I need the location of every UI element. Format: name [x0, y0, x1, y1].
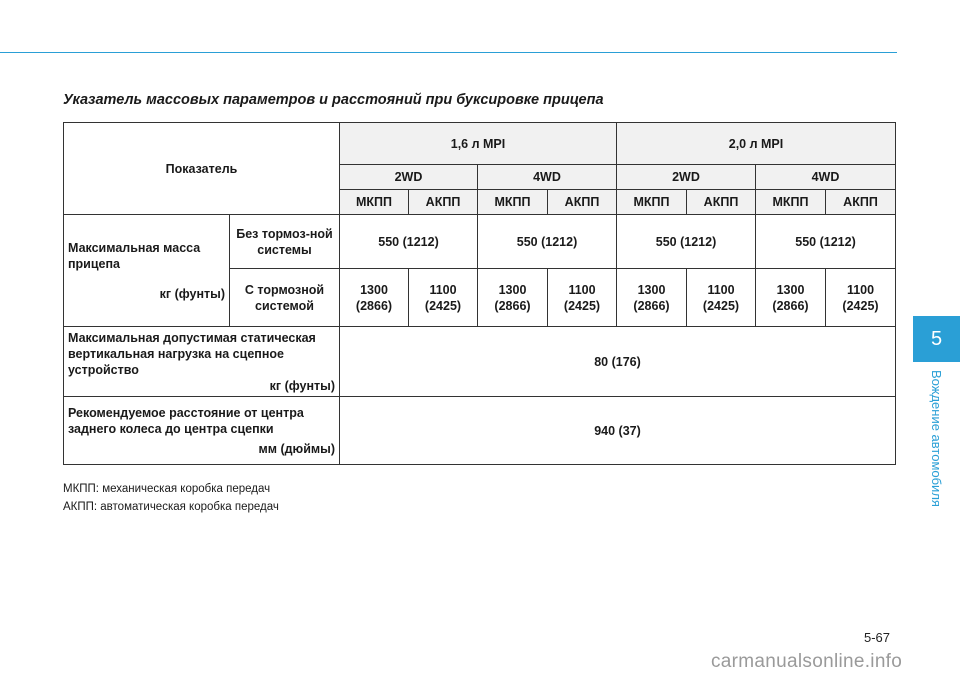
vertical-load-unit: кг (фунты) [269, 378, 335, 393]
corner-label-cell: Показатель [64, 123, 340, 215]
vertical-load-value: 80 (176) [340, 327, 896, 397]
with-brakes-value: 1100 (2425) [687, 269, 756, 327]
engine-header: 1,6 л MPI [340, 123, 617, 165]
watermark: carmanualsonline.info [711, 651, 903, 672]
gearbox-header: АКПП [548, 190, 617, 215]
no-brakes-value: 550 (1212) [340, 215, 478, 269]
footnotes [63, 480, 279, 516]
vertical-load-label: Максимальная допустимая статическая вертикальная нагрузка на сцепное устройство [68, 330, 316, 377]
page-number: 5-67 [864, 630, 891, 645]
with-brakes-value: 1100 (2425) [409, 269, 478, 327]
gearbox-header: МКПП [617, 190, 687, 215]
distance-label: Рекомендуемое расстояние от центра заднего колеса до центра сцепки [68, 405, 304, 436]
with-brakes-value: 1300 (2866) [340, 269, 409, 327]
towing-spec-table [63, 122, 896, 465]
no-brakes-label: Без тормоз-ной системы [230, 215, 340, 269]
drive-header: 2WD [617, 165, 756, 190]
gearbox-header: МКПП [340, 190, 409, 215]
drive-header: 2WD [340, 165, 478, 190]
page-heading: Указатель массовых параметров и расстояний при буксировке прицепа [63, 92, 604, 108]
gearbox-header: МКПП [756, 190, 826, 215]
with-brakes-value: 1300 (2866) [478, 269, 548, 327]
gearbox-header: МКПП [478, 190, 548, 215]
vertical-load-label-cell [64, 327, 340, 397]
no-brakes-value: 550 (1212) [478, 215, 617, 269]
with-brakes-value: 1100 (2425) [548, 269, 617, 327]
gearbox-header: АКПП [826, 190, 896, 215]
footnote-manual: МКПП: механическая коробка передач [63, 483, 271, 495]
trailer-mass-unit: кг (фунты) [159, 286, 225, 301]
distance-value: 940 (37) [340, 397, 896, 465]
engine-header: 2,0 л MPI [617, 123, 896, 165]
no-brakes-value: 550 (1212) [756, 215, 896, 269]
trailer-mass-label-cell [64, 215, 230, 327]
drive-header: 4WD [756, 165, 896, 190]
drive-header: 4WD [478, 165, 617, 190]
chapter-title: Вождение автомобиля [929, 370, 944, 507]
chapter-tab: 5 [913, 316, 960, 362]
with-brakes-value: 1100 (2425) [826, 269, 896, 327]
with-brakes-value: 1300 (2866) [756, 269, 826, 327]
gearbox-header: АКПП [409, 190, 478, 215]
with-brakes-label: С тормозной системой [230, 269, 340, 327]
footnote-automatic: АКПП: автоматическая коробка передач [63, 501, 279, 513]
trailer-mass-label: Максимальная масса прицепа [68, 240, 201, 271]
no-brakes-value: 550 (1212) [617, 215, 756, 269]
distance-unit: мм (дюймы) [258, 441, 335, 456]
distance-label-cell [64, 397, 340, 465]
gearbox-header: АКПП [687, 190, 756, 215]
top-rule [0, 52, 897, 53]
with-brakes-value: 1300 (2866) [617, 269, 687, 327]
